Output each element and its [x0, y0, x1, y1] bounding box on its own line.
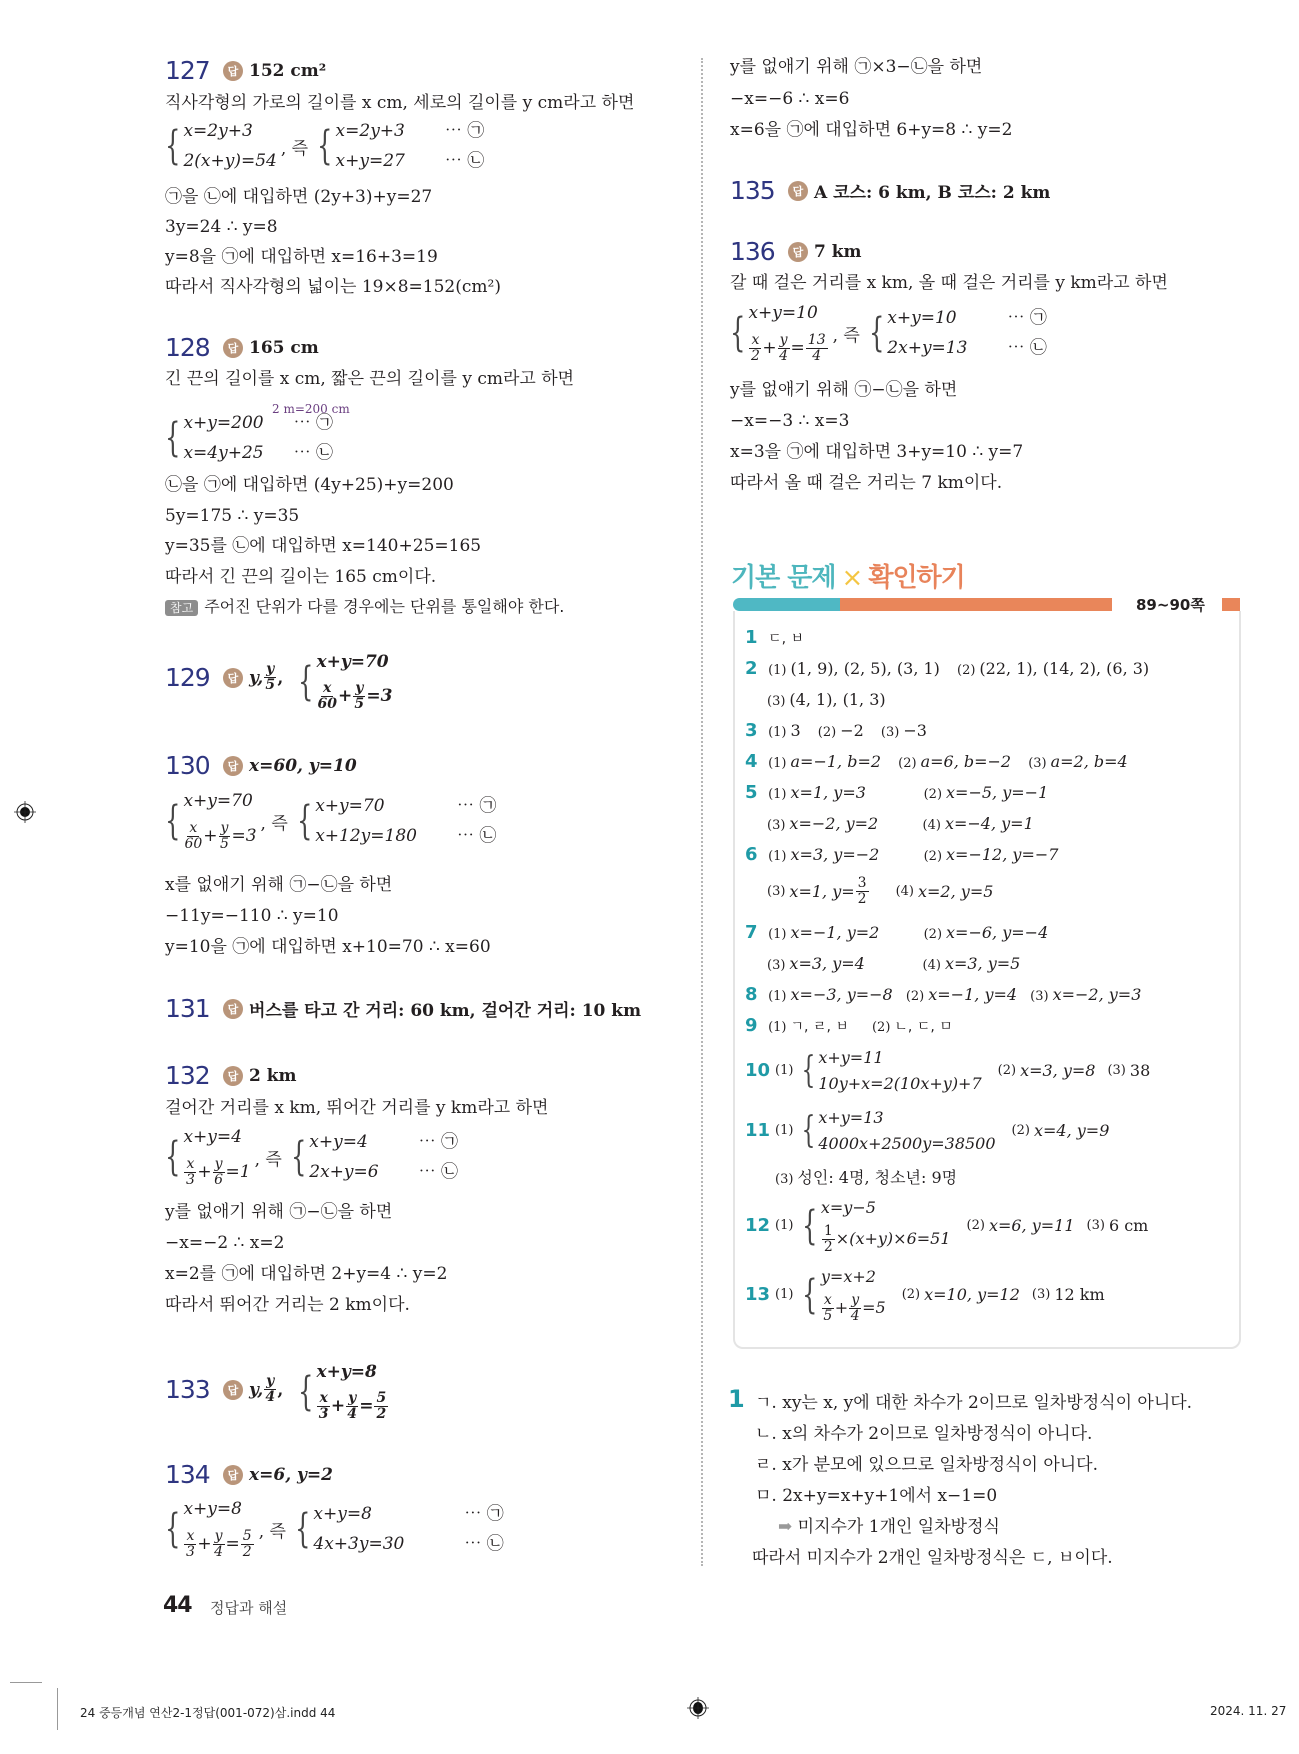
print-date: 2024. 11. 27: [1210, 1704, 1287, 1718]
equation: $\frac{x}{60}$ + $\frac{y}{5}$ =3: [184, 819, 257, 852]
section-bar-teal: [733, 598, 843, 611]
joiner: , 즉: [260, 813, 288, 834]
problem-number: 127: [165, 56, 210, 85]
answer: y,: [249, 667, 264, 688]
answer: 버스를 타고 간 거리: 60 km, 걸어간 거리: 10 km: [249, 1001, 642, 1021]
explanation-line: −x=−3 ∴ x=3: [730, 411, 850, 431]
explanation-line: ㄱ. xy는 x, y에 대한 차수가 2이므로 일차방정식이 아니다.: [755, 1393, 1193, 1413]
equation-system: [725, 298, 1047, 368]
equation-label: ⋯ ㉡: [293, 443, 333, 463]
page-number: 44: [163, 1593, 192, 1618]
basic-answer-7-cont: (3) x=3, y=4 (4) x=3, y=5: [767, 954, 1021, 973]
equation-system: [160, 786, 496, 856]
equation-system: [160, 408, 333, 468]
note-badge: 참고: [165, 600, 198, 616]
basic-answer-2-cont: (3) (4, 1), (1, 3): [767, 690, 886, 709]
unit-annotation: 2 m=200 cm: [272, 402, 350, 416]
problem-number: 130: [165, 751, 210, 780]
explanation-line: 3y=24 ∴ y=8: [165, 217, 278, 237]
explanation-line: y=35를 ㉡에 대입하면 x=140+25=165: [165, 536, 482, 556]
equation-system: [293, 1358, 389, 1426]
explanation-line: 갈 때 걸은 거리를 x km, 올 때 걸은 거리를 y km라고 하면: [730, 273, 1168, 293]
equation: x+12y=180: [315, 826, 417, 846]
equation: x=2y+3: [335, 121, 405, 141]
answer-badge-icon: 답: [223, 338, 243, 358]
equation: x+y=8: [316, 1362, 377, 1382]
equation: x+y=70: [315, 796, 385, 816]
basic-answer-5: 5 (1) x=1, y=3 (2) x=−5, y=−1: [745, 782, 1049, 803]
explanation-line: ㄴ. x의 차수가 2이므로 일차방정식이 아니다.: [755, 1424, 1093, 1444]
file-slug: 24 중등개념 연산2-1정답(001-072)삼.indd 44: [80, 1706, 336, 1720]
explanation-line: −11y=−110 ∴ y=10: [165, 906, 339, 926]
brace-icon: {: [165, 123, 181, 169]
problem-number: 136: [730, 237, 775, 266]
answer: y,: [249, 1379, 264, 1400]
equation: $\frac{x}{2}$ + $\frac{y}{4}$ = $\frac{13}{4}$: [750, 331, 826, 364]
explanation-line: 5y=175 ∴ y=35: [165, 506, 300, 526]
joiner: , 즉: [254, 1149, 282, 1170]
fraction: $\frac{y}{5}$: [265, 661, 276, 693]
problem-number: 135: [730, 176, 775, 205]
answer: x=60, y=10: [249, 755, 357, 776]
problem-129-header: 129 답 y, $\frac{y}{5}$ ,: [165, 661, 284, 693]
arrow-right-icon: ➡: [778, 1517, 793, 1537]
basic-answer-9: 9 (1) ㄱ, ㄹ, ㅂ (2) ㄴ, ㄷ, ㅁ: [745, 1015, 953, 1036]
equation: $\frac{x}{3}$ + $\frac{y}{4}$ = $\frac{5}{2}$: [185, 1527, 252, 1560]
basic-answer-10: 10 (1) { x+y=11 10y+x=2(10x+y)+7 (2) x=3, y=8 (3) 38: [745, 1048, 1151, 1093]
equation-label: ⋯ ㉠: [444, 121, 485, 141]
brace-icon: {: [296, 798, 313, 844]
note: [165, 596, 564, 619]
problem-131-header: [165, 994, 641, 1023]
answer-badge-icon: 답: [223, 1380, 243, 1400]
equation-label: ⋯ ㉠: [464, 1504, 504, 1524]
answer-badge-icon: 답: [223, 999, 243, 1019]
explanation-line: y를 없애기 위해 ㉠−㉡을 하면: [165, 1202, 393, 1222]
problem-136-header: [730, 237, 862, 266]
brace-icon: {: [317, 123, 333, 169]
answer: 152 cm²: [249, 60, 327, 81]
explanation-line: ㉠을 ㉡에 대입하면 (2y+3)+y=27: [165, 187, 433, 207]
equation: x+y=70: [183, 791, 253, 811]
brace-icon: {: [165, 415, 181, 461]
explanation-line: ㉡을 ㉠에 대입하면 (4y+25)+y=200: [165, 475, 454, 495]
brace-icon: {: [290, 1134, 307, 1180]
equation-label: ⋯ ㉠: [456, 796, 497, 816]
answer: 2 km: [249, 1065, 297, 1086]
basic-answer-7: 7 (1) x=−1, y=2 (2) x=−6, y=−4: [745, 922, 1049, 943]
crop-mark: [10, 1682, 42, 1683]
problem-number: 134: [165, 1460, 210, 1489]
equation-system: [160, 1494, 504, 1564]
brace-icon: {: [295, 1506, 311, 1552]
equation-label: ⋯ ㉠: [293, 413, 333, 433]
answer-badge-icon: 답: [223, 1066, 243, 1086]
brace-icon: {: [730, 310, 746, 356]
basic-answer-5-cont: (3) x=−2, y=2 (4) x=−4, y=1: [767, 814, 1034, 833]
equation: x=4y+25: [183, 443, 264, 463]
equation: $\frac{x}{3}$ + $\frac{y}{4}$ = $\frac{5}{2}$: [318, 1389, 387, 1422]
problem-127-header: [165, 56, 326, 85]
problem-128-header: [165, 333, 319, 362]
explanation-line: ㅁ. 2x+y=x+y+1에서 x−1=0: [755, 1486, 998, 1506]
crop-mark: [57, 1688, 58, 1730]
basic-answer-4: 4 (1) a=−1, b=2 (2) a=6, b=−2 (3) a=2, b=4: [745, 751, 1128, 772]
equation-system: [160, 1122, 458, 1192]
registration-mark-icon: [687, 1697, 709, 1719]
answer-badge-icon: 답: [223, 668, 243, 688]
problem-130-header: [165, 751, 357, 780]
basic-answer-13: 13 (1) { y=x+2 $\frac{x}{5}$ + $\frac{y}{4}$ =5 (2) x=10, y=12 (3) 12 km: [745, 1267, 1105, 1324]
page-range: 89~90쪽: [1136, 596, 1205, 614]
problem-number: 133: [165, 1375, 210, 1404]
explanation-line: x를 없애기 위해 ㉠−㉡을 하면: [165, 875, 393, 895]
answer-badge-icon: 답: [223, 61, 243, 81]
brace-icon: {: [868, 310, 885, 356]
answer: 165 cm: [249, 337, 319, 358]
equation-system: [293, 648, 392, 716]
explanation-line: ➡ 미지수가 1개인 일차방정식: [778, 1517, 1000, 1537]
explanation-line: ㄹ. x가 분모에 있으므로 일차방정식이 아니다.: [755, 1455, 1099, 1475]
problem-132-header: [165, 1061, 297, 1090]
equation: x+y=4: [309, 1132, 368, 1152]
equation-label: ⋯ ㉡: [456, 826, 497, 846]
explanation-line: 걸어간 거리를 x km, 뛰어간 거리를 y km라고 하면: [165, 1098, 549, 1118]
equation: x+y=10: [748, 303, 818, 323]
explanation-number: 1: [728, 1385, 745, 1413]
equation: 2(x+y)=54: [183, 151, 277, 171]
brace-icon: {: [165, 798, 181, 844]
explanation-line: y를 없애기 위해 ㉠−㉡을 하면: [730, 380, 958, 400]
equation: x+y=4: [183, 1127, 242, 1147]
registration-mark-icon: [14, 801, 36, 823]
answer-badge-icon: 답: [223, 756, 243, 776]
answer: A 코스: 6 km, B 코스: 2 km: [814, 183, 1051, 203]
equation: 2x+y=6: [309, 1162, 379, 1182]
problem-number: 129: [165, 663, 210, 692]
basic-answer-3: 3 (1) 3 (2) −2 (3) −3: [745, 720, 927, 741]
explanation-line: y를 없애기 위해 ㉠×3−㉡을 하면: [730, 57, 983, 77]
basic-answer-6: 6 (1) x=3, y=−2 (2) x=−12, y=−7: [745, 844, 1059, 865]
equation: 2x+y=13: [887, 338, 968, 358]
equation: $\frac{x}{60}$ + $\frac{y}{5}$ =3: [317, 679, 393, 712]
equation: x+y=70: [316, 652, 389, 672]
equation: x+y=27: [335, 151, 405, 171]
basic-answer-11-cont: (3) 성인: 4명, 청소년: 9명: [775, 1168, 958, 1187]
page-label: 정답과 해설: [210, 1599, 288, 1617]
joiner: , 즉: [832, 325, 860, 346]
joiner: , 즉: [280, 138, 309, 159]
problem-number: 128: [165, 333, 210, 362]
basic-answer-12: 12 (1) { x=y−5 $\frac{1}{2}$ ×(x+y)×6=51 (2) x=6, y=11 (3) 6 cm: [745, 1198, 1149, 1255]
basic-answer-11: 11 (1) { x+y=13 4000x+2500y=38500 (2) x=4, y=9: [745, 1108, 1110, 1153]
equation-label: ⋯ ㉠: [1007, 308, 1047, 328]
fraction: $\frac{y}{4}$: [265, 1373, 276, 1405]
explanation-line: x=6을 ㉠에 대입하면 6+y=8 ∴ y=2: [730, 120, 1013, 140]
explanation-line: 따라서 미지수가 2개인 일차방정식은 ㄷ, ㅂ이다.: [752, 1548, 1113, 1568]
explanation-line: 따라서 긴 끈의 길이는 165 cm이다.: [165, 567, 437, 587]
problem-number: 132: [165, 1061, 210, 1090]
basic-answer-6-cont: (3) x=1, y= $\frac{3}{2}$ (4) x=2, y=5: [767, 875, 994, 907]
equation-label: ⋯ ㉡: [1007, 338, 1047, 358]
section-title: 기본 문제 × 확인하기: [731, 563, 965, 593]
equation: x+y=10: [887, 308, 957, 328]
explanation-line: y=8을 ㉠에 대입하면 x=16+3=19: [165, 247, 438, 267]
explanation-line: 긴 끈의 길이를 x cm, 짧은 끈의 길이를 y cm라고 하면: [165, 369, 575, 389]
problem-number: 131: [165, 994, 210, 1023]
explanation-line: −x=−2 ∴ x=2: [165, 1233, 285, 1253]
answer-badge-icon: 답: [788, 181, 808, 201]
equation: x=2y+3: [183, 121, 253, 141]
brace-icon: {: [298, 1369, 314, 1415]
equation: x+y=8: [313, 1504, 372, 1524]
answer-badge-icon: 답: [223, 1465, 243, 1485]
explanation-line: 따라서 올 때 걸은 거리는 7 km이다.: [730, 473, 1003, 493]
equation: 4x+3y=30: [313, 1534, 405, 1554]
equation-label: ⋯ ㉡: [418, 1162, 458, 1182]
explanation-line: x=3을 ㉠에 대입하면 3+y=10 ∴ y=7: [730, 442, 1024, 462]
answer: x=6, y=2: [249, 1464, 333, 1485]
answer: 7 km: [814, 241, 862, 262]
basic-answer-1: 1 ㄷ, ㅂ: [745, 627, 805, 648]
explanation-line: 직사각형의 가로의 길이를 x cm, 세로의 길이를 y cm라고 하면: [165, 93, 635, 113]
answer-badge-icon: 답: [788, 242, 808, 262]
basic-answer-2: 2 (1) (1, 9), (2, 5), (3, 1) (2) (22, 1), (14, 2), (6, 3): [745, 658, 1150, 679]
joiner: , 즉: [258, 1521, 286, 1542]
brace-icon: {: [165, 1506, 181, 1552]
equation: $\frac{x}{3}$ + $\frac{y}{6}$ =1: [185, 1155, 251, 1188]
problem-134-header: [165, 1460, 333, 1489]
brace-icon: {: [298, 659, 314, 705]
equation-label: ⋯ ㉡: [464, 1534, 504, 1554]
explanation-line: 따라서 뛰어간 거리는 2 km이다.: [165, 1295, 410, 1315]
explanation-line: 따라서 직사각형의 넓이는 19×8=152(cm²): [165, 277, 501, 297]
basic-answer-8: 8 (1) x=−3, y=−8 (2) x=−1, y=4 (3) x=−2, y=3: [745, 984, 1142, 1005]
equation-label: ⋯ ㉡: [444, 151, 485, 171]
equation-label: ⋯ ㉠: [418, 1132, 458, 1152]
column-divider: [701, 58, 703, 1566]
problem-135-header: [730, 176, 1050, 205]
brace-icon: {: [165, 1134, 181, 1180]
explanation-line: x=2를 ㉠에 대입하면 2+y=4 ∴ y=2: [165, 1264, 448, 1284]
section-bar-end: [1222, 598, 1240, 611]
note-text: 주어진 단위가 다를 경우에는 단위를 통일해야 한다.: [204, 597, 565, 616]
section-bar-orange: [840, 598, 1112, 611]
explanation-line: y=10을 ㉠에 대입하면 x+10=70 ∴ x=60: [165, 937, 491, 957]
equation: x+y=8: [183, 1499, 242, 1519]
equation: x+y=200: [183, 413, 264, 433]
equation-system: [160, 116, 484, 176]
explanation-line: −x=−6 ∴ x=6: [730, 89, 850, 109]
problem-133-header: 133 답 y, $\frac{y}{4}$ ,: [165, 1373, 284, 1405]
